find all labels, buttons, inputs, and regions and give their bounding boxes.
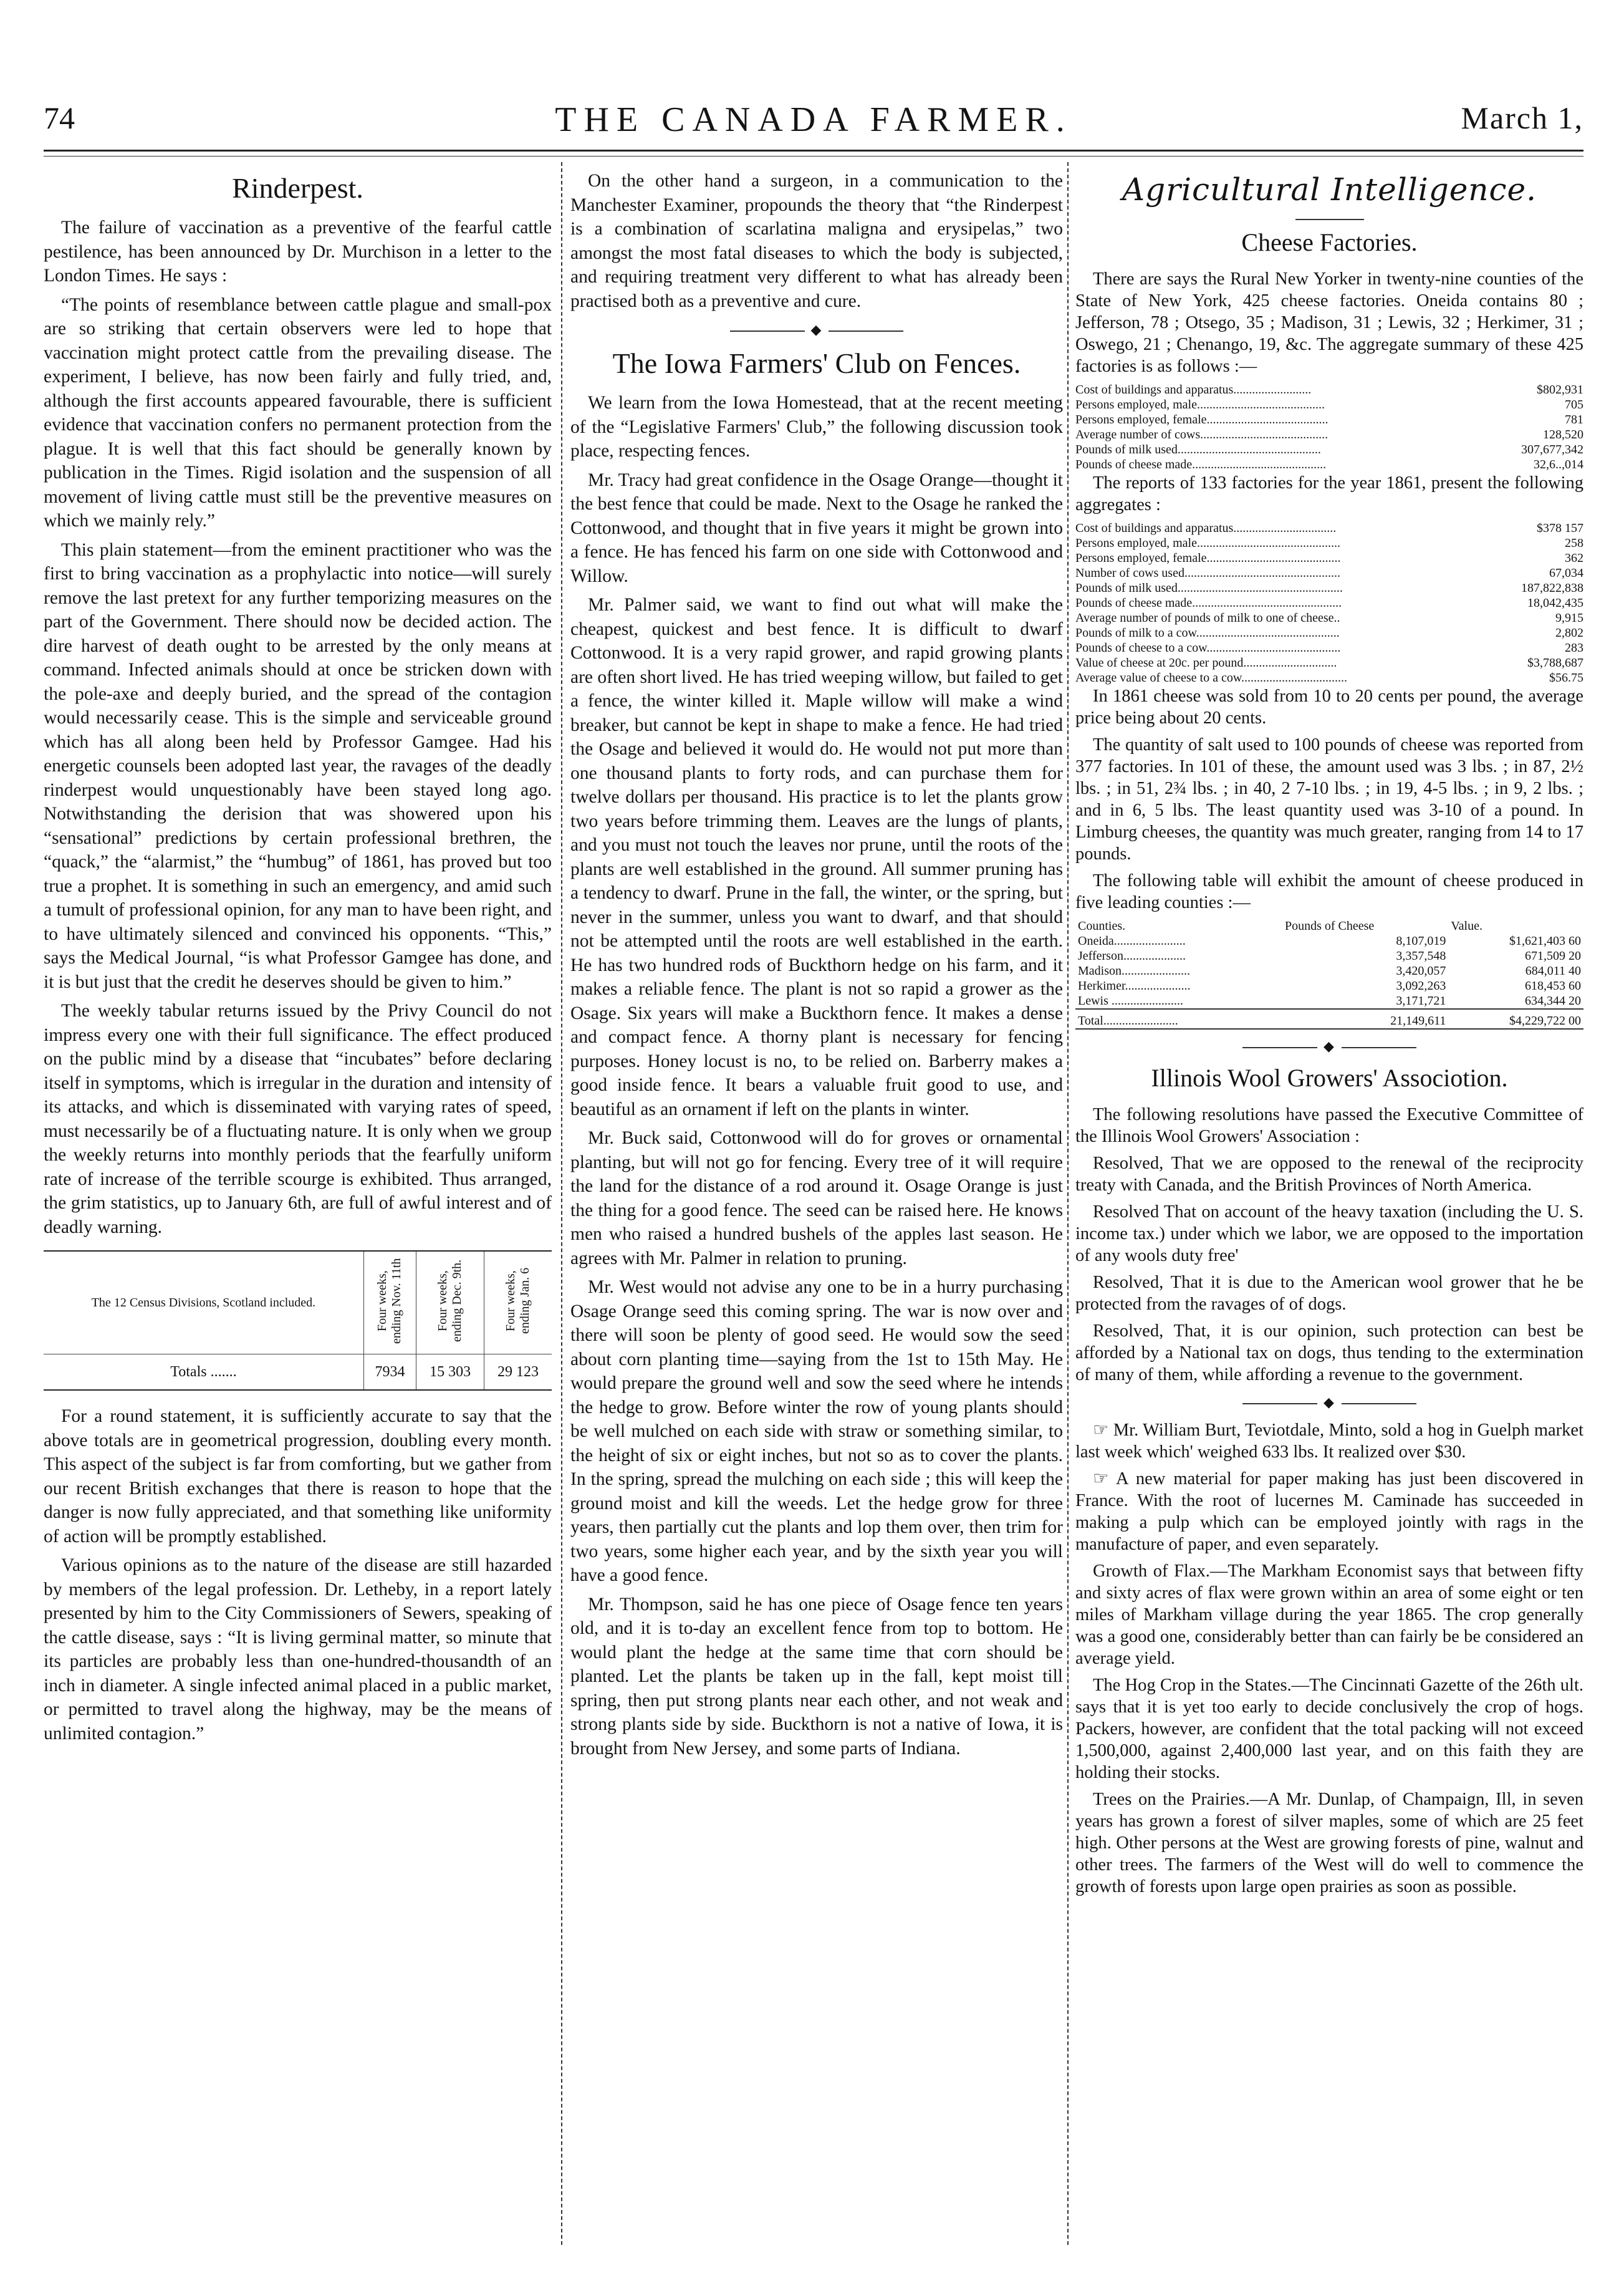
article-title-cheese: Cheese Factories. [1241,228,1418,256]
stats-table-2 [1075,521,1583,685]
paragraph: The failure of vaccination as a preventive of the fearful cattle pestilence, has been announced by Dr. Murchison in a letter to the London Times. He says : [44,218,552,286]
counties-table [1075,919,1583,1030]
table-row [44,1354,552,1391]
table-row: Herkimer..................... 3,092,263 618,453 60 [1078,979,1581,993]
table-row: Cost of buildings and apparatus................................. $378 157 [1075,521,1583,535]
page-number: 74 [44,100,75,135]
column-divider-1 [561,162,562,2245]
paragraph: The quantity of salt used to 100 pounds of cheese was reported from 377 factories. In 101 of these, the amount used was 3 lbs. ; in 87, 2½ lbs. ; in 51, 2¾ lbs. ; in 40, 2 7-10 lbs. ; in 19, 4-5 lbs. ; in 9, 2 lbs. ; and in 6, 5 lbs. The least quantity used was 3-10 of a pound. In Limburg cheeses, the quantity was much greater, ranging from 14 to 17 pounds. [1075,735,1583,864]
paragraph: Resolved, That it is due to the American wool grower that he be protected from the ravages of of dogs. [1075,1273,1583,1314]
paragraph: The reports of 133 factories for the year 1861, present the following aggregates : [1075,473,1583,514]
table-header-cell: Four weeks, ending Jan. 6 [504,1267,532,1334]
table-row: Pounds of milk used..................................................... 187,822,838 [1075,581,1583,595]
table-header-row [44,1251,552,1354]
ornament-separator: ◆ [1075,1038,1583,1054]
paragraph: Trees on the Prairies.—A Mr. Dunlap, of Champaign, Ill, in seven years has grown a forest of silver maples, some of which are 25 feet high. Other persons at the West are growing forests of pine, walnut and other trees. The farmers of the West will do well to commence the growth of forests upon large open prairies as soon as possible. [1075,1790,1583,1896]
table-row: Pounds of cheese made........................................... 32,6..,014 [1075,458,1583,471]
paragraph: Resolved, That we are opposed to the renewal of the reciprocity treaty with Canada, and the British Provinces of North America. [1075,1154,1583,1195]
column-divider-2 [1067,162,1069,2245]
paragraph: Mr. Tracy had great confidence in the Osage Orange—thought it the best fence that could be made. Next to the Osage he ranked the Cottonwood, and thought that in five years it might be grown into a fence. He has fenced his farm on one side with Cottonwood and Willow. [570,470,1063,586]
paragraph: The weekly tabular returns issued by the Privy Council do not impress every one with their full significance. The effect produced on the public mind by a disease that “incubates” before declaring itself in symptoms, which is irregular in the duration and intensity of its attacks, and which is disseminated with varying rates of speed, must necessarily be of a fluctuating nature. It is only when we group the weekly returns into monthly periods that the fearfully uniform rate of increase of the terrible scourge is exhibited. Thus arranged, the grim statistics, up to January 6th, are full of awful interest and of deadly warning. [44,1001,552,1237]
article-title-iowa: The Iowa Farmers' Club on Fences. [612,347,1021,379]
stats-table-1 [1075,382,1583,472]
paragraph: Mr. Thompson, said he has one piece of Osage fence ten years old, and it is to-day an excellent fence from top to bottom. He would plant the hedge at the same time that corn should be planted. Let the plants be taken up in the fall, kept moist till spring, then put strong plants near each other, and not weak and strong plants side by side. Buckthorn is not a native of Iowa, it is brought from New Jersey, and some parts of Indiana. [570,1594,1063,1759]
table-row: Average value of cheese to a cow.................................. $56.75 [1075,671,1583,685]
ornament-separator: ◆ [1075,1394,1583,1411]
table-header-label: The 12 Census Divisions, Scotland included. [44,1251,363,1354]
table-row: Jefferson.................... 3,357,548 671,509 20 [1078,949,1581,963]
paragraph: Resolved That on account of the heavy taxation (including the U. S. income tax.) under which we labor, we are opposed to the importation of any wools duty free' [1075,1202,1583,1265]
paragraph: This plain statement—from the eminent practitioner who was the first to bring vaccination as a prophylactic into notice—will surely remove the last pretext for any further temporizing measures on the part of the Government. There should now be decided action. The dire harvest of death ought to be arrested by the only means at command. Infected animals should at once be stricken down with the pole-axe and deeply buried, and the spread of the contagion would necessarily cease. This is the simple and serviceable ground which has all along been held by Professor Gamgee. Had his energetic counsels been adopted last year, the ravages of the deadly rinderpest would unquestionably have been stayed long ago. Notwithstanding the derision that was showered upon his “sensational” predictions by certain professional brethren, the “quack,” the “alarmist,” the “humbug” of 1861, has proved but too true a prophet. It is something in such an emergency, and amid such a tumult of professional opinion, for any man to have been right, and to have ultimately silenced and convinced his opponents. “This,” says the Medical Journal, “is what Professor Gamgee has done, and it is but just that the credit he deserves should be given to him.” [44,539,552,992]
table-row: Value of cheese at 20c. per pound.............................. $3,788,687 [1075,656,1583,670]
paragraph: Mr. West would not advise any one to be in a hurry purchasing Osage Orange seed this coming spring. The war is now over and there will soon be plenty of good seed. He would sow the seed about corn planting time—saying from the 1st to 15th May. He would prepare the ground well and sow the seed where he intends the hedge to grow. Before winter the row of young plants should be well mulched on each side with straw or something similar, to the height of six or eight inches, but not so as to cover the plants. In the spring, spread the mulching on each side ; this will keep the ground moist and kill the weeds. Let the hedge grow for three years, then partially cut the plants and lop them over, then trim for two years, some higher each year, and by the sixth year you will have a good fence. [570,1277,1063,1585]
table-header-cell: Four weeks, ending Nov. 11th [363,1251,416,1354]
table-row: Persons employed, male......................................... 705 [1075,398,1583,412]
table-header-cell: Value. [1451,919,1482,933]
table-row: Cost of buildings and apparatus......................... $802,931 [1075,383,1583,397]
paragraph: Mr. Palmer said, we want to find out what will make the cheapest, quickest and best fence. It is difficult to dwarf Cottonwood. It is a very rapid grower, and rapid growing plants are often short lived. He has tried weeping willow, but failed to get a fence, the winter killed it. Maple willow will make a wind breaker, but cannot be kept in shape to make a fence. He had tried the Osage and believed it would do. He would not put more than one thousand plants to forty rods, and can purchase them for twelve dollars per thousand. His practice is to let the plants grow two years before trimming them. Leaves are the lungs of plants, and you must not touch the leaves nor prune, until the roots of the plants are well established in the ground. All summer pruning has a tendency to dwarf. Prune in the fall, the winter, or the spring, but never in the summer, unless you want to dwarf, and that should not be attempted until the roots are well established in the earth. He has two hundred rods of Buckthorn hedge on his farm, and it makes a reliable fence. The plant is not so rapid a grower as the Osage. Six years will make a Buckthorn fence. It makes a dense and compact fence. A thorny plant is necessary for fencing purposes. Honey locust is no, to be relied on. Barberry makes a good inside fence. It bears a valuable fruit good to use, and beautiful as an ornament if left on the plants in winter. [570,595,1063,1119]
masthead [44,100,1583,150]
column-3 [1075,165,1583,1903]
masthead-rule-thin [44,156,1583,157]
table-row: Madison...................... 3,420,057 684,011 40 [1078,964,1581,978]
paragraph: On the other hand a surgeon, in a communication to the Manchester Examiner, propounds the theory that “the Rinderpest is a combination of scarlatina maligna and erysipelas,” two amongst the most fatal diseases to which the body is subjected, and requiring treatment very different to what has already been practised both as a preventive and cure. [570,171,1063,311]
paragraph: There are says the Rural New Yorker in twenty-nine counties of the State of New York, 425 cheese factories. Oneida contains 80 ; Jefferson, 78 ; Otsego, 35 ; Madison, 31 ; Lewis, 32 ; Herkimer, 31 ; Oswego, 21 ; Chenango, 19, &c. The aggregate summary of these 425 factories is as follows :— [1075,269,1583,376]
table-row: Number of cows used.................................................. 67,034 [1075,566,1583,580]
table-row: Lewis ....................... 3,171,721 634,344 20 [1078,994,1581,1008]
paragraph: The following resolutions have passed the Executive Committee of the Illinois Wool Growers' Association : [1075,1105,1583,1146]
table-row: Persons employed, male.............................................. 258 [1075,536,1583,550]
paragraph: Mr. Buck said, Cottonwood will do for groves or ornamental planting, but will not go for fencing. Every tree of it will require the land for the distance of a rod around it. Osage Orange is just the thing for a good fence. The seed can be raised here. He knows men who raised a hundred bushels of the apples last season. He agrees with Mr. Palmer in relation to pruning. [570,1128,1063,1268]
paragraph: ☞ Mr. William Burt, Teviotdale, Minto, sold a hog in Guelph market last week which' weighed 633 lbs. It realized over $30. [1075,1421,1583,1462]
table-cell: 29 123 [484,1354,552,1391]
table-header-cell: Counties. [1078,919,1126,933]
masthead-rule [44,150,1583,152]
paragraph: In 1861 cheese was sold from 10 to 20 cents per pound, the average price being about 20 cents. [1075,687,1583,728]
table-header-cell: Four weeks, ending Dec. 9th. [416,1251,484,1354]
table-row: Pounds of cheese made................................................ 18,042,435 [1075,596,1583,610]
paragraph: The Hog Crop in the States.—The Cincinnati Gazette of the 26th ult. says that it is yet too early to decide conclusively the crop of hogs. Packers, however, are confident that the total packing will not exceed 1,500,000, against 2,400,000 last year, and on this faith they are holding their stocks. [1075,1676,1583,1782]
paragraph: Growth of Flax.—The Markham Economist says that between fifty and sixty acres of flax were grown within an area of some eight or ten miles of Markham village during the year 1865. The crop generally was a good one, considerably better than can fairly be be considered an average yield. [1075,1561,1583,1668]
paper-title: THE CANADA FARMER. [555,100,1072,139]
divider [1295,219,1364,220]
paragraph: We learn from the Iowa Homestead, that at the recent meeting of the “Legislative Farmers' Club,” the following discussion took place, respecting fences. [570,393,1063,461]
census-table [44,1250,552,1391]
table-row: Oneida....................... 8,107,019 $1,621,403 60 [1078,934,1581,948]
table-row: Pounds of cheese to a cow........................................... 283 [1075,641,1583,655]
paragraph: ☞ A new material for paper making has just been discovered in France. With the root of lucernes M. Caminade has succeeded in making a pulp which can be employed jointly with rags in the manufacture of paper, and even separately. [1075,1469,1583,1554]
article-title-rinderpest: Rinderpest. [232,172,363,204]
paragraph: “The points of resemblance between cattle plague and small-pox are so striking that certain observers were led to hope that vaccination might protect cattle from the prevailing disease. The experiment, I believe, has now been fairly and fully tried, and, although the first accounts appeared favourable, there is sufficient evidence that vaccination confers no permanent protection from the plague. It is well that this fact should be generally known by publication in the Times. Rigid isolation and the suspension of all movement of living cattle must still be the preventive measures on which we mainly rely.” [44,294,552,531]
column-2 [570,165,1063,1765]
paragraph: Various opinions as to the nature of the disease are still hazarded by members of the legal profession. Dr. Letheby, in a report lately presented by him to the City Commissioners of Sewers, speaking of the cattle disease, says : “It is living germinal matter, so minute that its particles are probably less than one-hundred-thousandth of an inch in diameter. A single infected animal placed in a public market, or permitted to travel along the highway, may be the means of unlimited contagion.” [44,1555,552,1744]
paragraph: Resolved, That, it is our opinion, such protection can best be afforded by a National tax on dogs, thus tending to the extermination of many of them, while affording a revenue to the government. [1075,1321,1583,1384]
section-title: Agricultural Intelligence. [1122,171,1537,208]
article-title-wool: Illinois Wool Growers' Associotion. [1151,1064,1508,1092]
table-cell: 7934 [363,1354,416,1391]
table-header-cell: Pounds of Cheese [1284,919,1375,933]
table-header-row [1075,919,1583,934]
table-cell-label: Totals ....... [44,1354,363,1391]
table-row: Persons employed, female........................................... 362 [1075,551,1583,565]
table-row: Pounds of milk to a cow.............................................. 2,802 [1075,626,1583,640]
table-total-row: Total........................ 21,149,611 $4,229,722 00 [1075,1009,1583,1029]
ornament-separator: ◆ [570,322,1063,338]
column-1 [44,165,552,1750]
table-cell: 15 303 [416,1354,484,1391]
table-row: Average number of cows......................................... 128,520 [1075,428,1583,442]
paragraph: The following table will exhibit the amount of cheese produced in five leading counties :— [1075,871,1583,912]
table-row: Persons employed, female....................................... 781 [1075,413,1583,427]
issue-date: March 1, [1461,100,1583,135]
table-row: Average number of pounds of milk to one of cheese.. 9,915 [1075,611,1583,625]
table-row: Pounds of milk used.............................................. 307,677,342 [1075,443,1583,456]
paragraph: For a round statement, it is sufficiently accurate to say that the above totals are in geometrical progression, doubling every month. This aspect of the subject is far from comforting, but we gather from our recent British exchanges that there is reason to hope that the danger is now fully appreciated, and that something like uniformity of action will be promptly established. [44,1406,552,1547]
